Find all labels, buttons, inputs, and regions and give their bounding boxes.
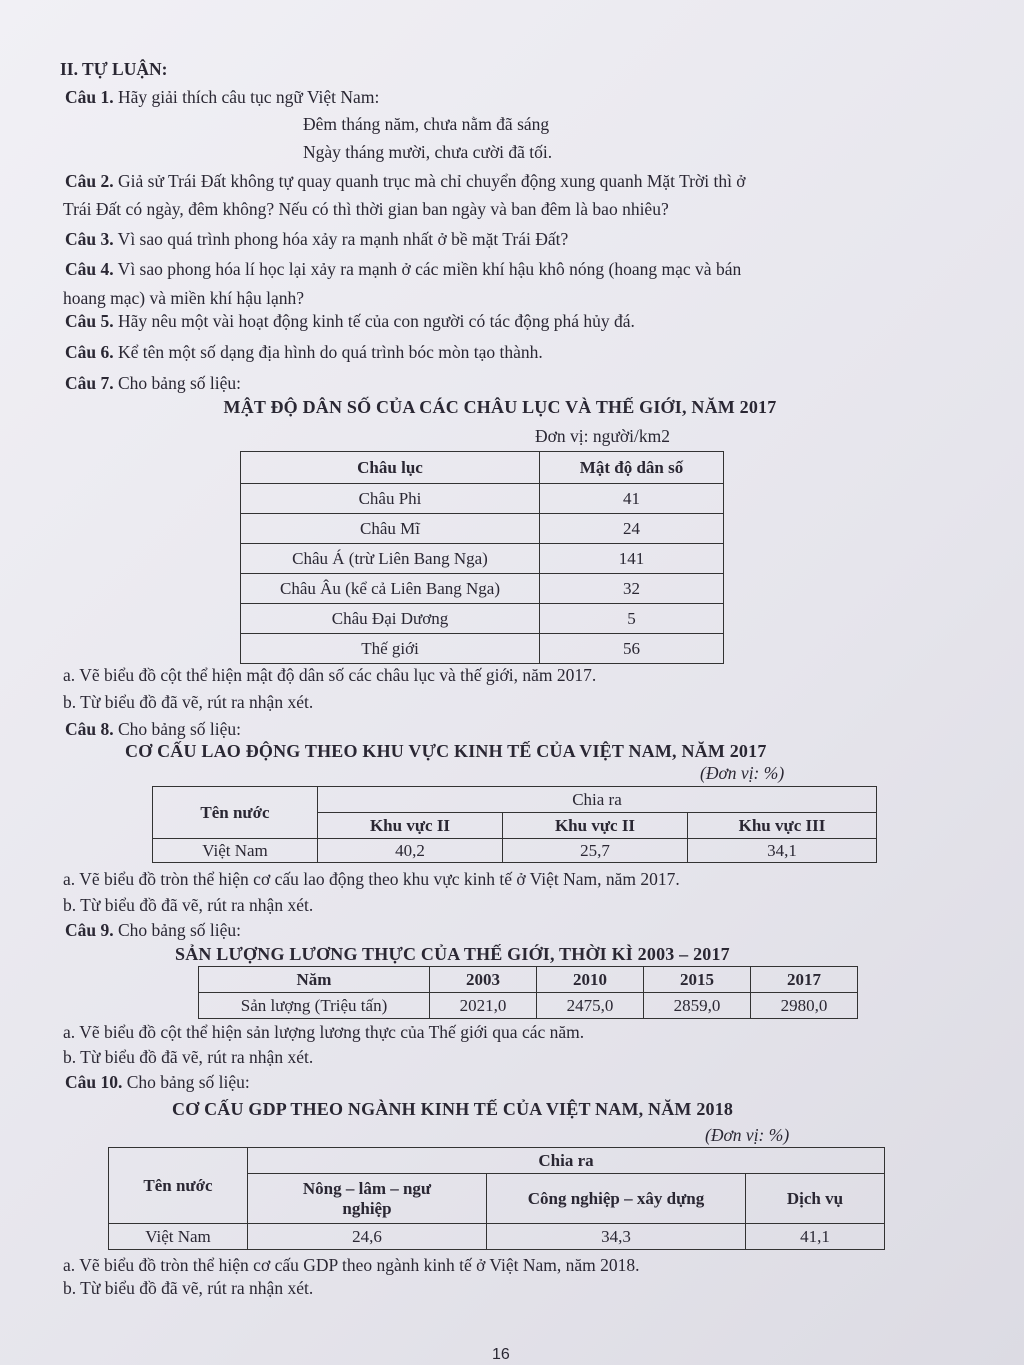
question-9-part-b: b. Từ biểu đồ đã vẽ, rút ra nhận xét. [63, 1047, 314, 1067]
table-10-cell: 34,3 [487, 1224, 746, 1250]
question-1-verse-2: Ngày tháng mười, chưa cười đã tối. [303, 142, 553, 162]
question-10-part-b: b. Từ biểu đồ đã vẽ, rút ra nhận xét. [63, 1278, 314, 1298]
table-7-title: MẬT ĐỘ DÂN SỐ CỦA CÁC CHÂU LỤC VÀ THẾ GIỚI, NĂM 2017 [223, 397, 777, 417]
question-8-label: Câu 8. [65, 719, 114, 739]
question-3 [65, 228, 568, 250]
question-2-text-1: Giả sử Trái Đất không tự quay quanh trục mà chỉ chuyển động xung quanh Mặt Trời thì ở [113, 171, 746, 191]
question-10-label: Câu 10. [65, 1072, 123, 1092]
section-title: II. TỰ LUẬN: [60, 59, 168, 79]
question-8-part-a: a. Vẽ biểu đồ tròn thể hiện cơ cấu lao động theo khu vực kinh tế ở Việt Nam, năm 2017. [63, 869, 680, 889]
question-8-text: Cho bảng số liệu: [113, 719, 241, 739]
gdp-structure-table [108, 1147, 885, 1250]
table-7-header-continent: Châu lục [241, 452, 540, 484]
table-10-header-group: Chia ra [248, 1148, 885, 1174]
table-9-header: 2017 [751, 967, 858, 993]
question-7 [65, 372, 241, 394]
table-10-header-services: Dịch vụ [746, 1174, 885, 1224]
table-7-unit: Đơn vị: người/km2 [535, 426, 670, 446]
question-6-text: Kể tên một số dạng địa hình do quá trình bóc mòn tạo thành. [113, 342, 543, 362]
question-1-text: Hãy giải thích câu tục ngữ Việt Nam: [113, 87, 380, 107]
question-8 [65, 718, 241, 740]
question-6 [65, 341, 543, 363]
question-7-label: Câu 7. [65, 373, 114, 393]
question-7-part-b: b. Từ biểu đồ đã vẽ, rút ra nhận xét. [63, 692, 314, 712]
table-7-cell: 24 [540, 514, 724, 544]
table-8-header-col: Khu vực II [318, 813, 503, 839]
population-density-table [240, 451, 724, 664]
question-10-part-a: a. Vẽ biểu đồ tròn thể hiện cơ cấu GDP theo ngành kinh tế ở Việt Nam, năm 2018. [63, 1255, 640, 1275]
table-9-title: SẢN LƯỢNG LƯƠNG THỰC CỦA THẾ GIỚI, THỜI KÌ 2003 – 2017 [175, 944, 730, 964]
food-production-table [198, 966, 858, 1019]
question-4-text-2: hoang mạc) và miền khí hậu lạnh? [63, 288, 305, 308]
table-8-title: CƠ CẤU LAO ĐỘNG THEO KHU VỰC KINH TẾ CỦA VIỆT NAM, NĂM 2017 [125, 741, 767, 761]
table-9-header: 2010 [537, 967, 644, 993]
table-8-unit: (Đơn vị: %) [700, 763, 785, 783]
question-2-label: Câu 2. [65, 171, 114, 191]
table-7-cell: Châu Phi [241, 484, 540, 514]
question-7-part-a: a. Vẽ biểu đồ cột thể hiện mật độ dân số các châu lục và thế giới, năm 2017. [63, 665, 597, 685]
table-9-cell: Sản lượng (Triệu tấn) [199, 993, 430, 1019]
question-7-text: Cho bảng số liệu: [113, 373, 241, 393]
question-10 [65, 1071, 250, 1093]
table-9-header: 2003 [430, 967, 537, 993]
question-2 [65, 170, 746, 192]
table-7-cell: 5 [540, 604, 724, 634]
table-9-header: 2015 [644, 967, 751, 993]
question-6-label: Câu 6. [65, 342, 114, 362]
table-8-header-col: Khu vực II [503, 813, 688, 839]
table-10-cell: Việt Nam [109, 1224, 248, 1250]
table-10-header-agriculture-line-1: Nông – lâm – ngư [302, 1178, 432, 1198]
table-10-title: CƠ CẤU GDP THEO NGÀNH KINH TẾ CỦA VIỆT NAM, NĂM 2018 [172, 1099, 734, 1119]
table-9-cell: 2859,0 [644, 993, 751, 1019]
table-9-cell: 2980,0 [751, 993, 858, 1019]
table-9-header: Năm [199, 967, 430, 993]
question-1-verse-1: Đêm tháng năm, chưa nằm đã sáng [303, 114, 550, 134]
table-9-cell: 2475,0 [537, 993, 644, 1019]
question-4-text-1: Vì sao phong hóa lí học lại xảy ra mạnh ở các miền khí hậu khô nóng (hoang mạc và bán [113, 259, 742, 279]
labor-structure-table [152, 786, 877, 863]
question-1-label: Câu 1. [65, 87, 114, 107]
table-7-header-density: Mật độ dân số [540, 452, 724, 484]
question-9-label: Câu 9. [65, 920, 114, 940]
table-8-cell: 25,7 [503, 839, 688, 863]
table-8-header-col: Khu vực III [688, 813, 877, 839]
question-3-label: Câu 3. [65, 229, 114, 249]
table-10-header-agriculture-line-2: nghiệp [342, 1198, 392, 1218]
question-8-part-b: b. Từ biểu đồ đã vẽ, rút ra nhận xét. [63, 895, 314, 915]
table-7-cell: Châu Âu (kể cả Liên Bang Nga) [241, 574, 540, 604]
table-7-cell: 41 [540, 484, 724, 514]
table-7-cell: Châu Đại Dương [241, 604, 540, 634]
table-7-cell: Châu Á (trừ Liên Bang Nga) [241, 544, 540, 574]
question-10-text: Cho bảng số liệu: [122, 1072, 250, 1092]
question-3-text: Vì sao quá trình phong hóa xảy ra mạnh nhất ở bề mặt Trái Đất? [113, 229, 569, 249]
table-10-header-country: Tên nước [109, 1148, 248, 1224]
question-9-text: Cho bảng số liệu: [113, 920, 241, 940]
table-7-cell: 32 [540, 574, 724, 604]
table-9-cell: 2021,0 [430, 993, 537, 1019]
question-4-label: Câu 4. [65, 259, 114, 279]
table-8-cell: 34,1 [688, 839, 877, 863]
table-8-header-country: Tên nước [153, 787, 318, 839]
table-7-cell: 141 [540, 544, 724, 574]
question-1 [65, 86, 379, 108]
question-2-text-2: Trái Đất có ngày, đêm không? Nếu có thì thời gian ban ngày và ban đêm là bao nhiêu? [63, 199, 669, 219]
table-7-cell: Thế giới [241, 634, 540, 664]
question-5 [65, 310, 635, 332]
page-number: 16 [492, 1346, 510, 1363]
table-10-header-agriculture [248, 1174, 487, 1224]
question-9 [65, 919, 241, 941]
table-10-header-industry: Công nghiệp – xây dựng [487, 1174, 746, 1224]
table-7-cell: Châu Mĩ [241, 514, 540, 544]
table-10-cell: 24,6 [248, 1224, 487, 1250]
table-10-cell: 41,1 [746, 1224, 885, 1250]
table-7-cell: 56 [540, 634, 724, 664]
question-9-part-a: a. Vẽ biểu đồ cột thể hiện sản lượng lương thực của Thế giới qua các năm. [63, 1022, 585, 1042]
table-8-cell: Việt Nam [153, 839, 318, 863]
table-8-header-group: Chia ra [318, 787, 877, 813]
table-10-unit: (Đơn vị: %) [705, 1125, 790, 1145]
question-5-text: Hãy nêu một vài hoạt động kinh tế của con người có tác động phá hủy đá. [113, 311, 635, 331]
question-5-label: Câu 5. [65, 311, 114, 331]
question-4 [65, 258, 741, 280]
table-8-cell: 40,2 [318, 839, 503, 863]
